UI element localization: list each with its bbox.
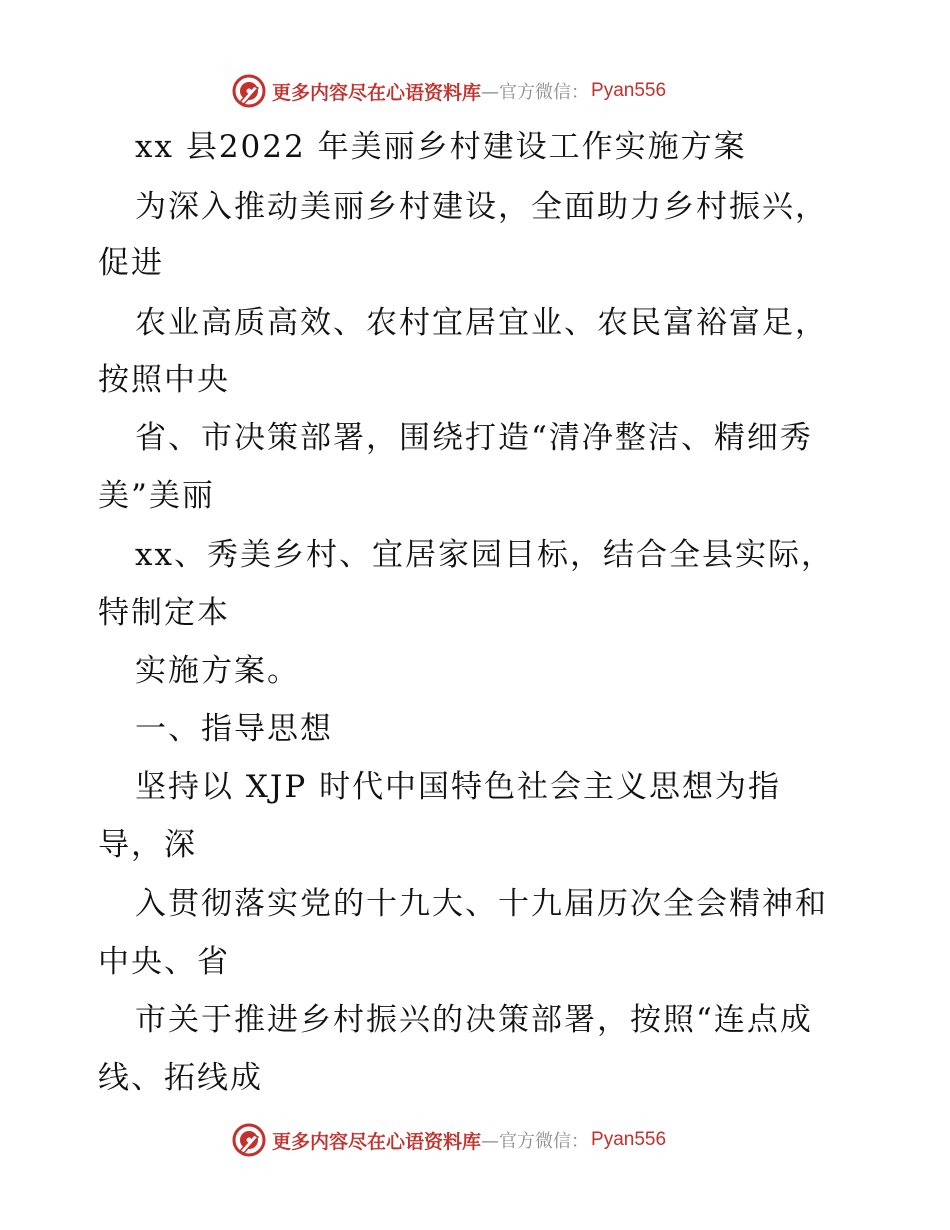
banner-text: 更多内容尽在心语资料库 (272, 1130, 482, 1153)
paragraph-line: 中央、省 (98, 944, 230, 980)
footer-watermark-banner (232, 1122, 666, 1158)
paragraph-line: 实施方案。 (135, 653, 300, 689)
paragraph-line: 美”美丽 (98, 478, 215, 514)
paragraph-line: 入贯彻落实党的十九大、十九届历次全会精神和 (135, 886, 828, 922)
section-heading: 一、指导思想 (135, 711, 333, 747)
paragraph-line: 坚持以 XJP 时代中国特色社会主义思想为指 (135, 769, 782, 805)
banner-wechat-id: Pyan556 (591, 1129, 667, 1150)
paragraph-line: 线、拓线成 (98, 1060, 263, 1096)
banner-separator: —官方微信： (481, 1131, 590, 1152)
paragraph-line: 农业高质高效、农村宜居宜业、农民富裕富足， (135, 305, 828, 341)
banner-separator: —官方微信： (481, 82, 590, 103)
paragraph-line: 特制定本 (98, 595, 230, 631)
document-title: xx 县2022 年美丽乡村建设工作实施方案 (135, 129, 747, 165)
paragraph-line: 为深入推动美丽乡村建设，全面助力乡村振兴， (135, 189, 828, 225)
paragraph-line: 市关于推进乡村振兴的决策部署，按照“连点成 (135, 1002, 813, 1038)
paragraph-line: 省、市决策部署，围绕打造“清净整洁、精细秀 (135, 420, 813, 456)
paragraph-line: 促进 (98, 245, 164, 281)
paragraph-line: xx、秀美乡村、宜居家园目标，结合全县实际， (135, 537, 834, 573)
paragraph-line: 按照中央 (98, 362, 230, 398)
pen-nib-logo-icon (232, 1123, 266, 1157)
banner-wechat-id: Pyan556 (591, 80, 667, 101)
paragraph-line: 导，深 (98, 827, 197, 863)
banner-text: 更多内容尽在心语资料库 (272, 81, 482, 104)
